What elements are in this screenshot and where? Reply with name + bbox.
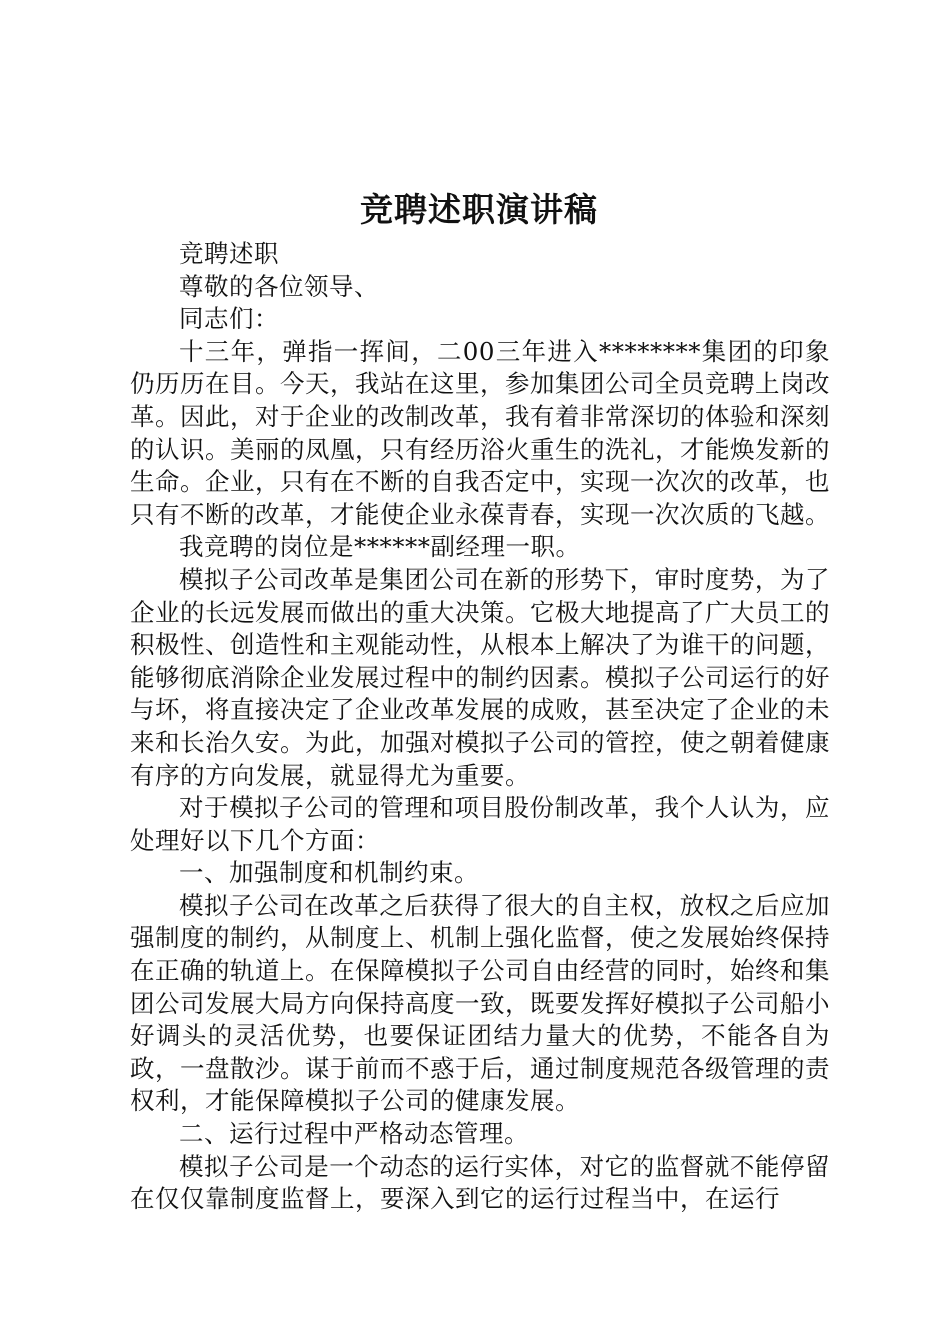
paragraph-reform: 模拟子公司改革是集团公司在新的形势下，审时度势，为了企业的长远发展而做出的重大决策。它极大地提高了广大员工的积极性、创造性和主观能动性，从根本上解决了为谁干的问题，能够彻底消除企业发展过程中的制约因素。模拟子公司运行的好与坏，将直接决定了企业改革发展的成败，甚至决定了企业的未来和长治久安。为此，加强对模拟子公司的管控，使之朝着健康有序的方向发展，就显得尤为重要。	[130, 564, 830, 790]
paragraph-position: 我竞聘的岗位是******副经理一职。	[179, 532, 581, 562]
paragraph-aspects: 对于模拟子公司的管理和项目股份制改革，我个人认为，应处理好以下几个方面：	[130, 793, 830, 855]
paragraph-section-1-heading: 一、加强制度和机制约束。	[179, 858, 479, 888]
paragraph-heading: 竞聘述职	[179, 239, 279, 268]
paragraph-section-1-body: 模拟子公司在改革之后获得了很大的自主权，放权之后应加强制度的制约，从制度上、机制上强化监督，使之发展始终保持在正确的轨道上。在保障模拟子公司自由经营的同时，始终和集团公司发展大局方向保持高度一致，既要发挥好模拟子公司船小好调头的灵活优势，也要保证团结力量大的优势，不能各自为政，一盘散沙。谋于前而不惑于后，通过制度规范各级管理的责权利，才能保障模拟子公司的健康发展。	[130, 890, 830, 1116]
document-title: 竞聘述职演讲稿	[360, 190, 598, 229]
paragraph-section-2-body: 模拟子公司是一个动态的运行实体，对它的监督就不能停留在仅仅靠制度监督上，要深入到它的运行过程当中，在运行	[130, 1151, 830, 1214]
document-body	[130, 238, 830, 1216]
paragraph-salutation-1: 尊敬的各位领导、	[179, 271, 379, 301]
paragraph-intro: 十三年，弹指一挥间，二00三年进入********集团的印象仍历历在目。今天，我站在这里，参加集团公司全员竞聘上岗改革。因此，对于企业的改制改革，我有着非常深切的体验和深刻的认识。美丽的凤凰，只有经历浴火重生的洗礼，才能焕发新的生命。企业，只有在不断的自我否定中，实现一次次的改革，也只有不断的改革，才能使企业永葆青春，实现一次次质的飞越。	[130, 336, 830, 529]
paragraph-section-2-heading: 二、运行过程中严格动态管理。	[179, 1119, 529, 1149]
paragraph-salutation-2: 同志们：	[179, 304, 279, 334]
